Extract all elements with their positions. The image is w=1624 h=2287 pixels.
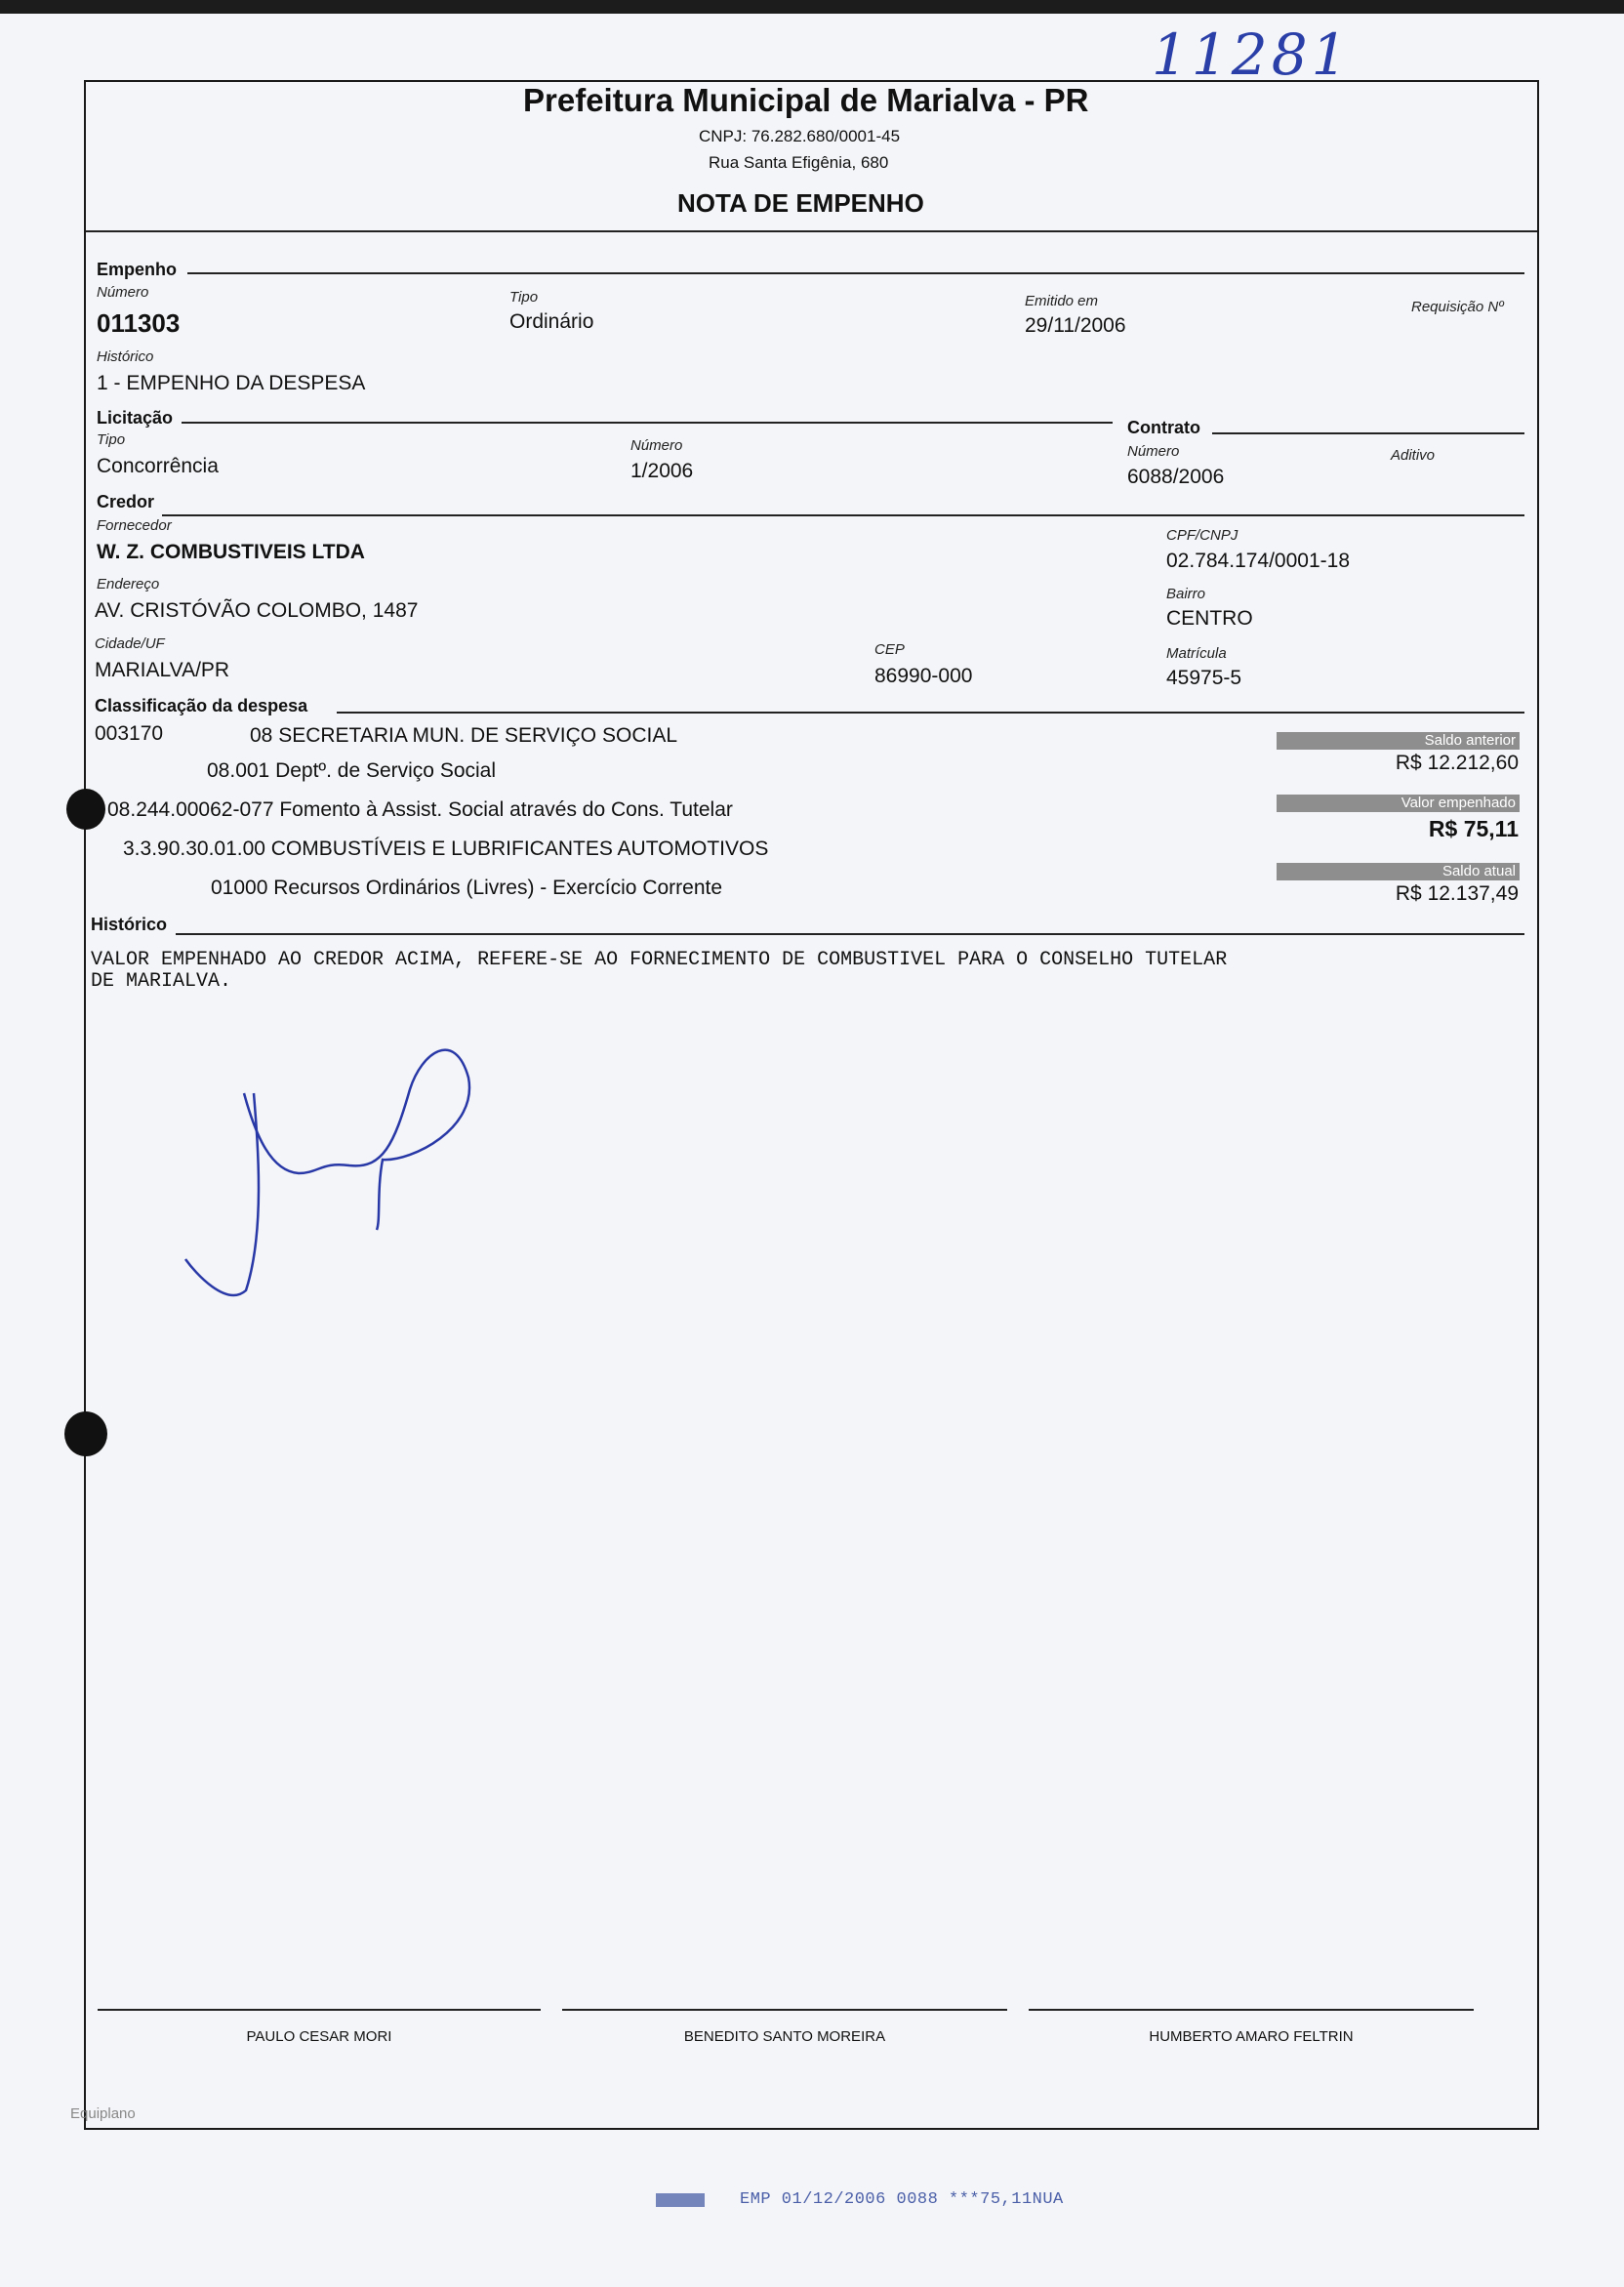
valor-empenhado-label: Valor empenhado bbox=[1277, 795, 1520, 812]
signature-name-3: HUMBERTO AMARO FELTRIN bbox=[1149, 2028, 1354, 2045]
signature-name-1: PAULO CESAR MORI bbox=[246, 2028, 392, 2045]
credor-section-title: Credor bbox=[97, 492, 155, 511]
footer-stamp: EMP 01/12/2006 0088 ***75,11NUA bbox=[740, 2190, 1064, 2209]
emitido-date: 29/11/2006 bbox=[1025, 314, 1126, 337]
empenho-tipo: Ordinário bbox=[509, 310, 594, 333]
signature-line bbox=[562, 2009, 1007, 2011]
saldo-anterior: R$ 12.212,60 bbox=[1395, 752, 1519, 774]
empenho-tipo-label: Tipo bbox=[509, 289, 539, 306]
classificacao-line-3: 08.244.00062-077 Fomento à Assist. Social através do Cons. Tutelar bbox=[107, 798, 733, 821]
scan-top-edge bbox=[0, 0, 1624, 14]
empenho-numero-label: Número bbox=[97, 284, 149, 301]
valor-empenhado: R$ 75,11 bbox=[1428, 816, 1519, 841]
emitido-label: Emitido em bbox=[1025, 293, 1099, 309]
endereco: AV. CRISTÓVÃO COLOMBO, 1487 bbox=[95, 599, 419, 622]
header-cnpj: CNPJ: 76.282.680/0001-45 bbox=[699, 127, 901, 145]
bairro: CENTRO bbox=[1166, 607, 1253, 630]
doc-title: NOTA DE EMPENHO bbox=[677, 188, 924, 218]
header-divider bbox=[86, 230, 1537, 232]
historico-line-1: VALOR EMPENHADO AO CREDOR ACIMA, REFERE-SE AO FORNECIMENTO DE COMBUSTIVEL PARA O CONSELHO TUTELAR bbox=[91, 949, 1228, 971]
historico-line-2: DE MARIALVA. bbox=[91, 970, 232, 993]
classificacao-code: 003170 bbox=[95, 722, 164, 745]
credor-rule bbox=[162, 514, 1524, 516]
fornecedor-label: Fornecedor bbox=[97, 517, 172, 534]
signature-line bbox=[98, 2009, 541, 2011]
fornecedor-name: W. Z. COMBUSTIVEIS LTDA bbox=[97, 541, 365, 563]
classificacao-line-2: 08.001 Deptº. de Serviço Social bbox=[207, 759, 497, 782]
cidade-label: Cidade/UF bbox=[95, 635, 165, 652]
classificacao-rule bbox=[337, 712, 1524, 714]
endereco-label: Endereço bbox=[97, 576, 160, 592]
cidade: MARIALVA/PR bbox=[95, 659, 230, 681]
header-title: Prefeitura Municipal de Marialva - PR bbox=[523, 82, 1089, 118]
licitacao-section-title: Licitação bbox=[97, 408, 174, 428]
classificacao-line-1: 08 SECRETARIA MUN. DE SERVIÇO SOCIAL bbox=[250, 724, 678, 747]
historico-section-title: Histórico bbox=[91, 915, 168, 934]
empenho-rule bbox=[187, 272, 1524, 274]
licitacao-numero: 1/2006 bbox=[630, 460, 694, 482]
empenho-section-title: Empenho bbox=[97, 260, 178, 279]
matricula-label: Matrícula bbox=[1166, 645, 1227, 662]
cep-label: CEP bbox=[874, 641, 905, 658]
empenho-numero: 011303 bbox=[97, 308, 181, 338]
licitacao-numero-label: Número bbox=[630, 437, 683, 454]
contrato-numero-label: Número bbox=[1127, 443, 1180, 460]
cep: 86990-000 bbox=[874, 665, 973, 687]
signature-name-2: BENEDITO SANTO MOREIRA bbox=[683, 2028, 886, 2045]
classificacao-section-title: Classificação da despesa bbox=[95, 696, 308, 715]
signature-line bbox=[1029, 2009, 1474, 2011]
header-address: Rua Santa Efigênia, 680 bbox=[709, 153, 889, 172]
footer-brand: Equiplano bbox=[70, 2105, 136, 2122]
empenho-historico: 1 - EMPENHO DA DESPESA bbox=[97, 372, 366, 394]
binder-hole bbox=[66, 789, 105, 830]
saldo-atual: R$ 12.137,49 bbox=[1395, 882, 1519, 905]
licitacao-rule bbox=[182, 422, 1113, 424]
contrato-section-title: Contrato bbox=[1127, 418, 1200, 437]
saldo-atual-label: Saldo atual bbox=[1277, 863, 1520, 880]
saldo-anterior-label: Saldo anterior bbox=[1277, 732, 1520, 750]
contrato-aditivo-label: Aditivo bbox=[1391, 447, 1436, 464]
historico-rule bbox=[176, 933, 1524, 935]
requisicao-label: Requisição Nº bbox=[1411, 299, 1504, 315]
licitacao-tipo: Concorrência bbox=[97, 455, 219, 477]
matricula: 45975-5 bbox=[1166, 667, 1242, 689]
bairro-label: Bairro bbox=[1166, 586, 1206, 602]
empenho-historico-label: Histórico bbox=[97, 348, 154, 365]
cpf-cnpj-label: CPF/CNPJ bbox=[1166, 527, 1238, 544]
binder-hole bbox=[64, 1411, 107, 1456]
handwritten-signature bbox=[176, 1035, 498, 1308]
stamp-icon bbox=[656, 2193, 705, 2207]
licitacao-tipo-label: Tipo bbox=[97, 431, 126, 448]
handwritten-page-number: 11281 bbox=[1152, 21, 1352, 88]
contrato-numero: 6088/2006 bbox=[1127, 466, 1225, 488]
classificacao-line-5: 01000 Recursos Ordinários (Livres) - Exercício Corrente bbox=[211, 877, 723, 899]
cpf-cnpj: 02.784.174/0001-18 bbox=[1166, 550, 1351, 572]
contrato-rule bbox=[1212, 432, 1524, 434]
classificacao-line-4: 3.3.90.30.01.00 COMBUSTÍVEIS E LUBRIFICANTES AUTOMOTIVOS bbox=[123, 837, 769, 860]
